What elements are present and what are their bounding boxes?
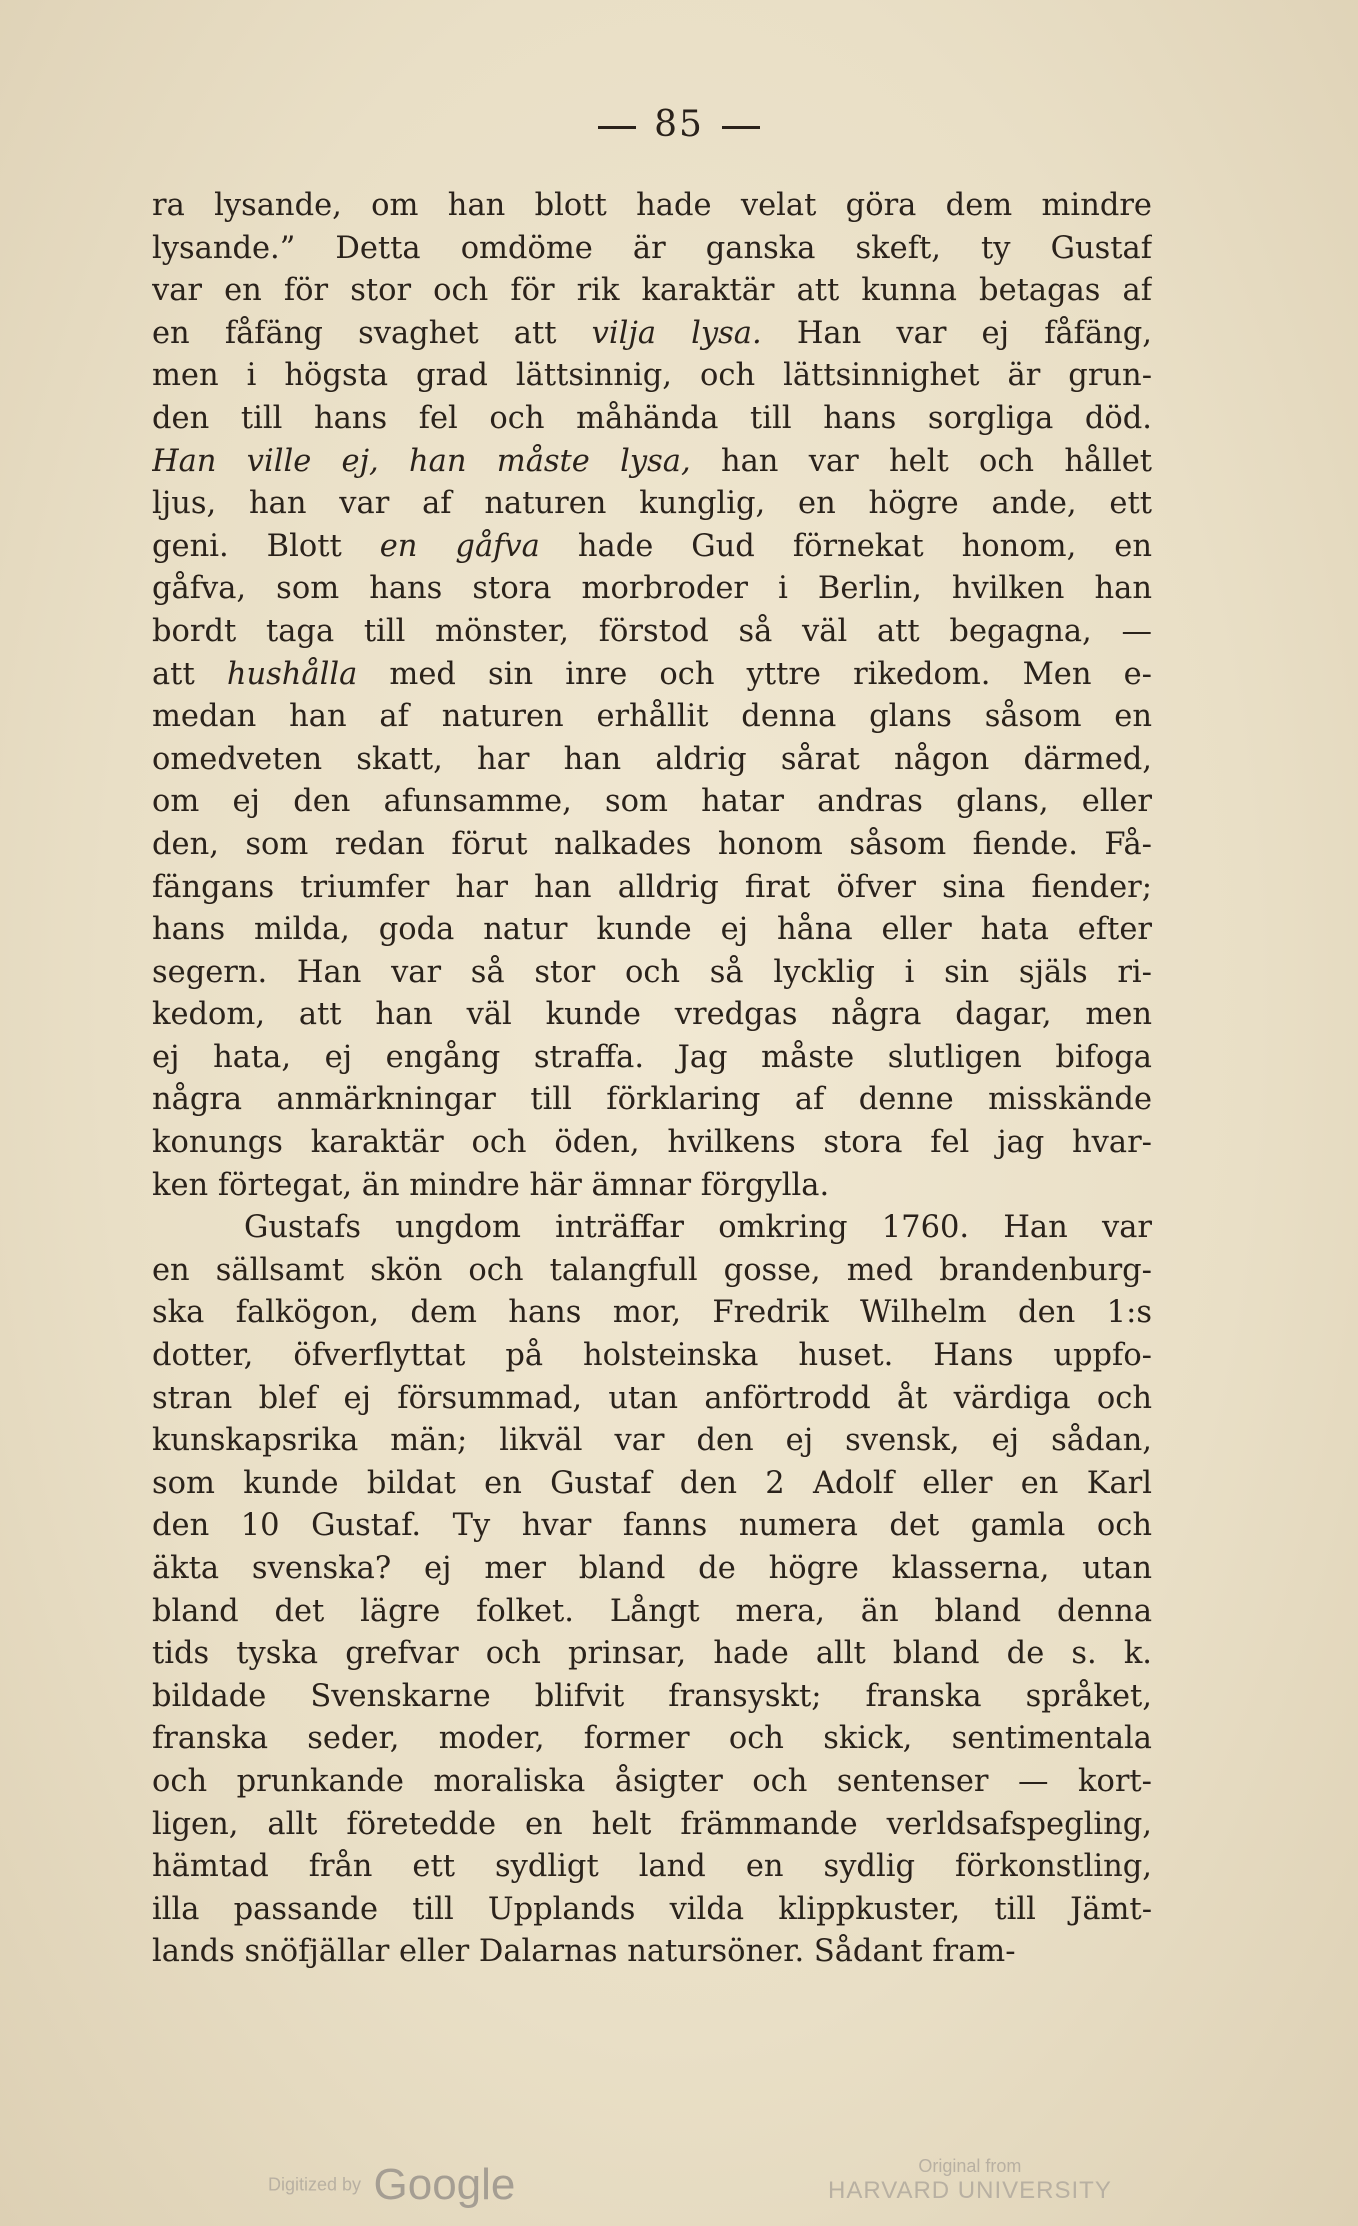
header-dash-right xyxy=(722,126,760,129)
text-segment: att xyxy=(152,656,227,692)
google-watermark xyxy=(268,2160,515,2210)
text-line xyxy=(152,441,1152,484)
text-segment: en fåfäng svaghet att xyxy=(152,315,592,351)
text-line: en sällsamt skön och talangfull gosse, med brandenburg- xyxy=(152,1252,1152,1288)
text-line: ra lysande, om han blott hade velat göra dem mindre xyxy=(152,188,1152,223)
text-line: var en för stor och för rik karaktär att kunna betagas af xyxy=(152,273,1152,309)
text-line: medan han af naturen erhållit denna glans såsom en xyxy=(152,699,1152,735)
italic-text: Han ville ej, han måste lysa, xyxy=(152,443,691,479)
text-segment: Han var ej fåfäng, xyxy=(761,315,1152,351)
text-line: lands snöfjällar eller Dalarnas natursöner. Sådant fram- xyxy=(152,1934,1016,1970)
text-line: illa passande till Upplands vilda klippkuster, till Jämt- xyxy=(152,1891,1152,1927)
italic-text: vilja lysa. xyxy=(591,315,762,351)
text-segment: hade Gud förnekat honom, en xyxy=(539,528,1152,564)
text-line: bordt taga till mönster, förstod så väl att begagna, — xyxy=(152,613,1152,649)
text-line: kedom, att han väl kunde vredgas några dagar, men xyxy=(152,997,1152,1033)
original-from-label: Original from xyxy=(918,2156,1022,2176)
text-line: franska seder, moder, former och skick, sentimentala xyxy=(152,1721,1152,1757)
text-line: konungs karaktär och öden, hvilkens stora fel jag hvar- xyxy=(152,1125,1152,1161)
text-line: några anmärkningar till förklaring af denne misskände xyxy=(152,1082,1152,1118)
harvard-watermark xyxy=(828,2156,1112,2205)
text-line: stran blef ej försummad, utan anförtrodd åt värdiga och xyxy=(152,1380,1152,1416)
text-line: den till hans fel och måhända till hans sorgliga död. xyxy=(152,400,1152,436)
text-line: segern. Han var så stor och så lycklig i sin själs ri- xyxy=(152,954,1152,990)
text-line: och prunkande moraliska åsigter och sentenser — kort- xyxy=(152,1763,1152,1799)
text-line: som kunde bildat en Gustaf den 2 Adolf eller en Karl xyxy=(152,1465,1152,1501)
digitized-by-label: Digitized by xyxy=(268,2174,362,2195)
harvard-label: HARVARD UNIVERSITY xyxy=(828,2177,1112,2204)
text-line: bland det lägre folket. Långt mera, än bland denna xyxy=(152,1593,1152,1629)
text-line: men i högsta grad lättsinnig, och lättsinnighet är grun- xyxy=(152,358,1152,394)
italic-text: en gåfva xyxy=(379,528,540,564)
text-line: gåfva, som hans stora morbroder i Berlin, hvilken han xyxy=(152,571,1152,607)
page-number: 85 xyxy=(654,104,704,145)
text-line: ska falkögon, dem hans mor, Fredrik Wilhelm den 1:s xyxy=(152,1295,1152,1331)
text-line: ligen, allt företedde en helt främmande verldsafspegling, xyxy=(152,1806,1152,1842)
text-line xyxy=(152,313,1152,356)
text-line: hans milda, goda natur kunde ej håna eller hata efter xyxy=(152,912,1152,948)
body-text xyxy=(152,185,1152,1974)
text-segment: han var helt och hållet xyxy=(690,443,1152,479)
text-line: den 10 Gustaf. Ty hvar fanns numera det gamla och xyxy=(152,1508,1152,1544)
text-line xyxy=(152,654,1152,697)
text-line: Gustafs ungdom inträffar omkring 1760. Han var xyxy=(244,1210,1152,1246)
text-line: omedveten skatt, har han aldrig sårat någon därmed, xyxy=(152,741,1152,777)
text-segment: geni. Blott xyxy=(152,528,380,564)
text-line xyxy=(152,526,1152,569)
text-line: ken förtegat, än mindre här ämnar förgylla. xyxy=(152,1167,830,1203)
text-line: dotter, öfverflyttat på holsteinska huset. Hans uppfo- xyxy=(152,1338,1152,1374)
text-line: äkta svenska? ej mer bland de högre klasserna, utan xyxy=(152,1551,1152,1586)
text-line: lysande.” Detta omdöme är ganska skeft, ty Gustaf xyxy=(152,230,1152,266)
text-line: fängans triumfer har han alldrig firat öfver sina fiender; xyxy=(152,869,1152,905)
text-segment: med sin inre och yttre rikedom. Men e- xyxy=(357,656,1152,692)
google-logo: Google xyxy=(373,2160,516,2209)
text-line: bildade Svenskarne blifvit fransyskt; franska språket, xyxy=(152,1678,1152,1714)
text-line: ljus, han var af naturen kunglig, en högre ande, ett xyxy=(152,486,1152,522)
text-line: kunskapsrika män; likväl var den ej svensk, ej sådan, xyxy=(152,1423,1152,1459)
text-line: den, som redan förut nalkades honom såsom fiende. Få- xyxy=(152,826,1152,862)
text-line: hämtad från ett sydligt land en sydlig förkonstling, xyxy=(152,1849,1152,1885)
header-dash-left xyxy=(598,126,636,129)
text-line: ej hata, ej engång straffa. Jag måste slutligen bifoga xyxy=(152,1039,1152,1075)
page-header xyxy=(0,104,1358,145)
italic-text: hushålla xyxy=(226,656,358,692)
text-line: om ej den afunsamme, som hatar andras glans, eller xyxy=(152,784,1152,820)
text-line: tids tyska grefvar och prinsar, hade allt bland de s. k. xyxy=(152,1636,1152,1672)
